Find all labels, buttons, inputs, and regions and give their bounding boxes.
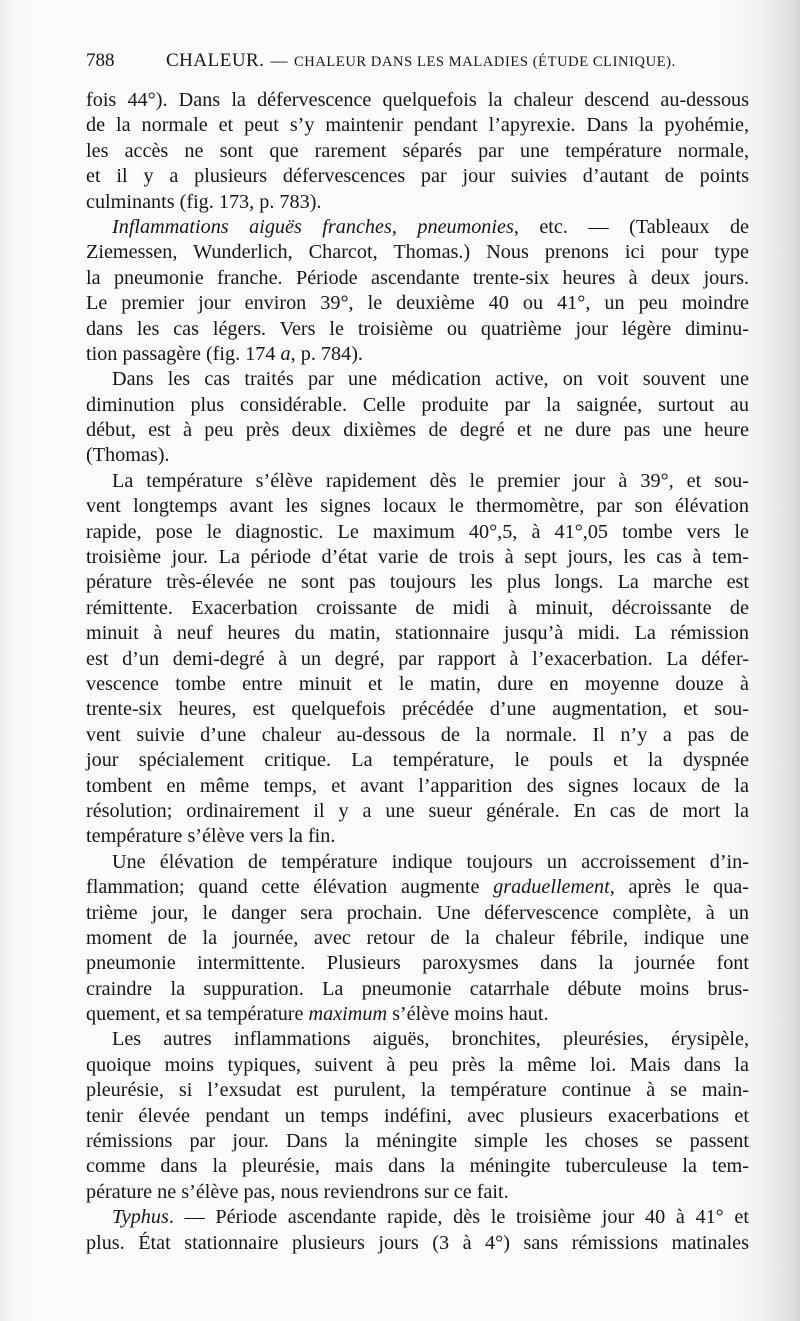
text-line: Le premier jour environ 39°, le deuxième 40 ou 41°, un peu moindre xyxy=(86,292,749,315)
text-line: dans les cas légers. Vers le troisième ou quatrième jour légère diminu- xyxy=(86,317,749,340)
text-line: culminants (fig. 173, p. 783). xyxy=(86,190,322,213)
text-line: troisième jour. La période d’état varie de trois à sept jours, les cas à tem- xyxy=(86,546,749,569)
text-line: pleurésie, si l’exsudat est purulent, la température continue à se main- xyxy=(86,1079,749,1102)
text-line: fois 44°). Dans la défervescence quelquefois la chaleur descend au-dessous xyxy=(86,89,749,111)
text-line: vent suivie d’une chaleur au-dessous de la normale. Il n’y a pas de xyxy=(86,723,749,746)
text-line: Dans les cas traités par une médication active, on voit souvent une xyxy=(112,368,749,391)
text-line: résolution; ordinairement il y a une sueur générale. En cas de mort la xyxy=(86,799,749,822)
text-line: trième jour, le danger sera prochain. Une défervescence complète, à un xyxy=(86,901,749,924)
text-line: plus. État stationnaire plusieurs jours (3 à 4°) sans rémissions matinales xyxy=(86,1231,749,1254)
text-line xyxy=(86,875,749,900)
text-segment: flammation; quand cette élévation augmente xyxy=(86,876,494,899)
running-title xyxy=(166,50,676,72)
text-line xyxy=(86,1002,749,1027)
text-line: les accès ne sont que rarement séparés par une température normale, xyxy=(86,139,749,162)
text-line: quoique moins typiques, suivent à peu près la même loi. Mais dans la xyxy=(86,1053,749,1076)
page-number: 788 xyxy=(86,50,115,71)
text-line: comme dans la pleurésie, mais dans la méningite tuberculeuse la tem- xyxy=(86,1155,749,1178)
text-line: de la normale et peut s’y maintenir pendant l’apyrexie. Dans la pyohémie, xyxy=(86,114,749,137)
text-line: Ziemessen, Wunderlich, Charcot, Thomas.) Nous prenons ici pour type xyxy=(86,241,749,264)
text-line: tombent en même temps, et avant l’apparition des signes locaux de la xyxy=(86,774,749,797)
text-line: vent longtemps avant les signes locaux le thermomètre, par son élévation xyxy=(86,495,749,518)
text-segment: tion passagère (fig. 174 xyxy=(86,342,281,365)
italic-text: a xyxy=(280,342,291,365)
text-line: (Thomas). xyxy=(86,444,170,467)
text-line: et il y a plusieurs défervescences par jour suivies d’autant de points xyxy=(86,165,749,188)
running-title-dash: — xyxy=(270,51,288,70)
text-line: température s’élève vers la fin. xyxy=(86,825,336,848)
text-line: début, est à peu près deux dixièmes de degré et ne dure pas une heure xyxy=(86,419,749,442)
text-line: moment de la journée, avec retour de la chaleur fébrile, indique une xyxy=(86,926,749,949)
text-line: trente-six heures, est quelquefois précédée d’une augmentation, et sou- xyxy=(86,698,749,721)
text-segment: , p. 784). xyxy=(290,342,363,365)
italic-text: Inflammations aiguës franches xyxy=(112,215,392,238)
text-line xyxy=(86,215,749,240)
text-line: rémittente. Exacerbation croissante de midi à minuit, décroissante de xyxy=(86,596,749,619)
text-line: Les autres inflammations aiguës, bronchites, pleurésies, érysipèle, xyxy=(112,1028,749,1051)
italic-text: Typhus xyxy=(112,1206,169,1229)
italic-text: maximum xyxy=(308,1003,388,1026)
text-line xyxy=(86,1205,749,1230)
text-line: est d’un demi-degré à un degré, par rapport à l’exacerbation. La défer- xyxy=(86,647,749,670)
text-line: La température s’élève rapidement dès le premier jour à 39°, et sou- xyxy=(112,469,749,492)
text-line: tenir élevée pendant un temps indéfini, avec plusieurs exacerbations et xyxy=(86,1104,749,1127)
body-text xyxy=(86,88,749,1256)
text-segment: s’élève moins haut. xyxy=(387,1003,549,1026)
running-title-main: CHALEUR. xyxy=(166,50,265,71)
text-line: pneumonie intermittente. Plusieurs paroxysmes dans la journée font xyxy=(86,952,749,975)
text-line: craindre la suppuration. La pneumonie catarrhale débute moins brus- xyxy=(86,977,749,1000)
text-segment: , etc. — (Tableaux de xyxy=(513,215,750,238)
text-line xyxy=(86,342,749,367)
italic-text: graduellement xyxy=(493,876,610,899)
text-line: rémissions par jour. Dans la méningite simple les choses se passent xyxy=(86,1130,749,1153)
text-segment: , après le qua- xyxy=(609,876,749,899)
text-line: minuit à neuf heures du matin, stationnaire jusqu’à midi. La rémission xyxy=(86,622,749,645)
text-segment: , xyxy=(391,215,418,238)
italic-text: pneumonies xyxy=(417,215,514,238)
text-line: la pneumonie franche. Période ascendante trente-six heures à deux jours. xyxy=(86,266,749,289)
running-title-sub: CHALEUR DANS LES MALADIES (ÉTUDE CLINIQUE). xyxy=(293,54,676,70)
text-line: rapide, pose le diagnostic. Le maximum 40°,5, à 41°,05 tombe vers le xyxy=(86,520,749,543)
text-segment: . — Période ascendante rapide, dès le troisième jour 40 à 41° et xyxy=(168,1206,749,1229)
text-line: Une élévation de température indique toujours un accroissement d’in- xyxy=(112,850,749,873)
text-line: pérature très-élevée ne sont pas toujours les plus longs. La marche est xyxy=(86,571,749,594)
text-line: diminution plus considérable. Celle produite par la saignée, surtout au xyxy=(86,393,749,416)
text-line: pérature ne s’élève pas, nous reviendrons sur ce fait. xyxy=(86,1180,509,1203)
running-header xyxy=(86,50,756,78)
text-line: vescence tombe entre minuit et le matin, dure en moyenne douze à xyxy=(86,672,749,695)
text-line: jour spécialement critique. La température, le pouls et la dyspnée xyxy=(86,749,749,772)
text-segment: quement, et sa température xyxy=(86,1003,309,1026)
